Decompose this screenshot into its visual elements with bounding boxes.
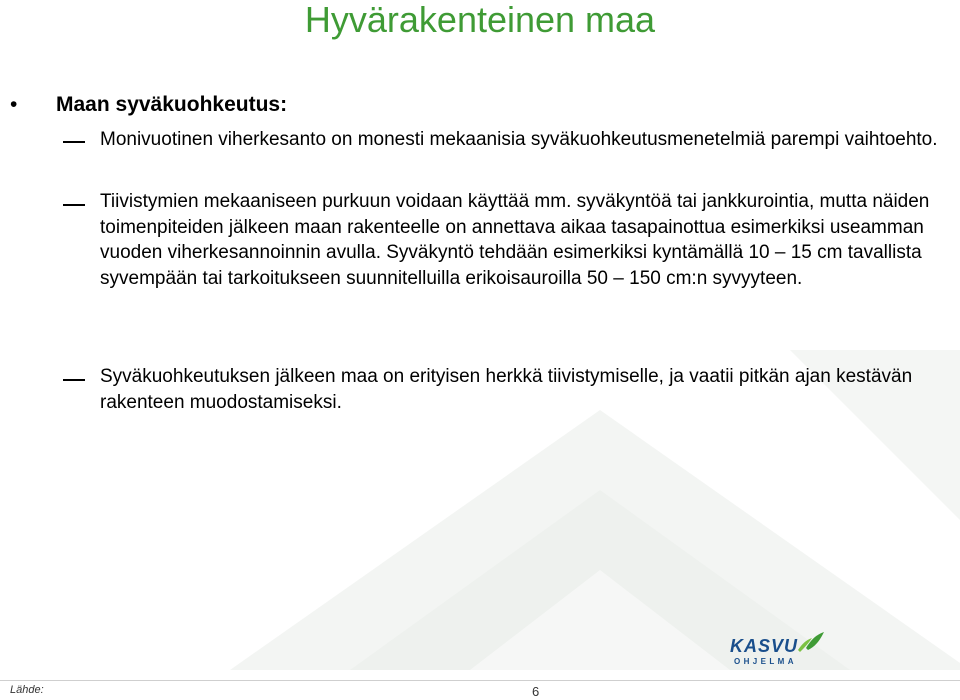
page-number: 6 xyxy=(532,684,540,699)
page-title: Hyvärakenteinen maa xyxy=(304,0,656,40)
list-item: Monivuotinen viherkesanto on monesti mekaanisia syväkuohkeutusmenetelmiä parempi vaihtoehto. xyxy=(100,129,938,150)
bullet-dot-icon: • xyxy=(10,93,18,116)
dash-icon xyxy=(63,141,85,143)
dash-icon xyxy=(63,379,85,381)
dash-icon xyxy=(63,204,85,206)
source-label: Lähde: xyxy=(10,684,44,696)
bullet-heading-text: Maan syväkuohkeutus: xyxy=(56,93,288,116)
list-item: Tiivistymien mekaaniseen purkuun voidaan käyttää mm. syväkyntöä tai jankkurointia, mutta näiden toimenpiteiden jälkeen maan rakenteelle on annettava aikaa tasapainottua esimerkiksi useamman vuoden viherkesannoinnin avulla. Syväkyntö tehdään esimerkiksi kyntämällä 10 – 15 cm tavallista syvempään tai tarkoitukseen suunnitelluilla erikoisauroilla 50 – 150 cm:n syvyyteen. xyxy=(100,191,930,289)
logo-subtitle: OHJELMA xyxy=(734,657,797,666)
list-item: Syväkuohkeutuksen jälkeen maa on erityisen herkkä tiivistymiselle, ja vaatii pitkän ajan kestävän rakenteen muodostamiseksi. xyxy=(100,366,913,413)
footer-divider xyxy=(0,680,960,681)
kasvu-logo xyxy=(728,628,828,670)
logo-wordmark: KASVU xyxy=(730,636,799,656)
